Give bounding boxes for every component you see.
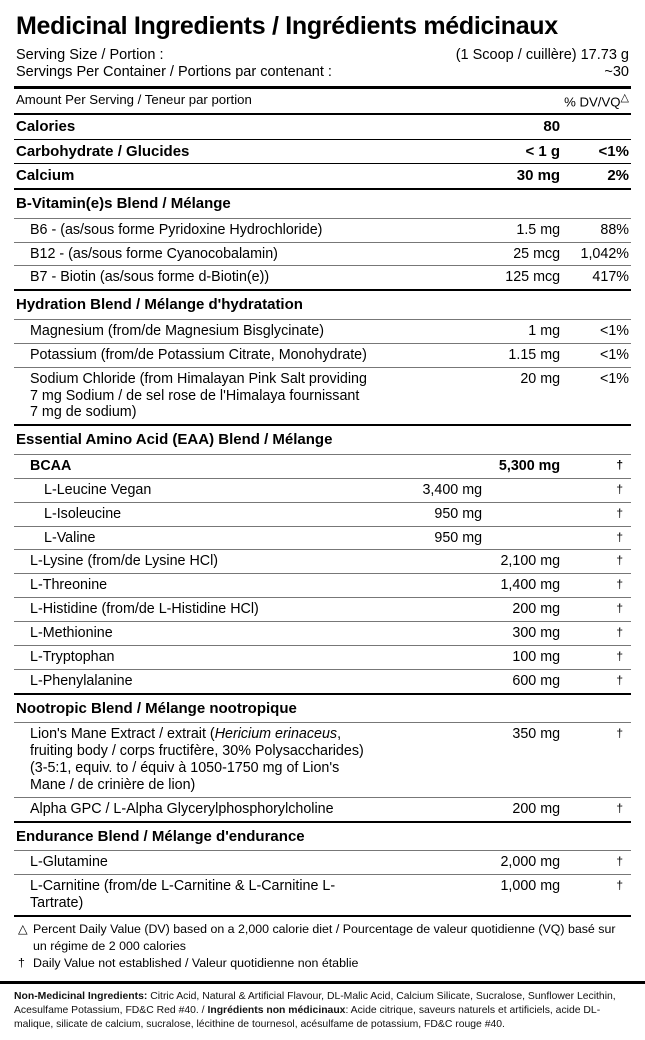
row-dv [562,114,631,139]
row-name: L-Leucine Vegan [14,478,372,502]
row-name: Essential Amino Acid (EAA) Blend / Mélange [14,425,372,454]
table-row [14,114,631,139]
row-dv [562,290,631,319]
row-dv: † [562,526,631,550]
row-dv: † [562,502,631,526]
row-name: B-Vitamin(e)s Blend / Mélange [14,189,372,218]
row-name: L-Histidine (from/de L-Histidine HCl) [14,598,372,622]
blend-heading-row [14,425,631,454]
row-name: Calcium [14,164,372,189]
table-row [14,454,631,478]
row-name: L-Phenylalanine [14,669,372,693]
row-name: Carbohydrate / Glucides [14,139,372,164]
non-medicinal-ingredients [0,984,645,1040]
row-name: L-Tryptophan [14,645,372,669]
footnote-text: Percent Daily Value (DV) based on a 2,000 calorie diet / Pourcentage de valeur quotidienne (VQ) basé sur un régime de 2 000 calories [33,921,616,953]
row-amount: < 1 g [372,139,562,164]
table-row [14,319,631,343]
table-row [14,723,631,797]
row-dv: † [562,645,631,669]
table-row [14,621,631,645]
serving-size-value: (1 Scoop / cuillère) 17.73 g [455,47,629,63]
row-amount: 200 mg [372,598,562,622]
row-name: L-Carnitine (from/de L-Carnitine & L-Carnitine L-Tartrate) [14,875,372,915]
row-name: L-Lysine (from/de Lysine HCl) [14,550,372,574]
row-name: BCAA [14,454,372,478]
row-dv: 417% [562,266,631,290]
row-amount: 1.15 mg [372,343,562,367]
serving-size-row [14,47,631,64]
non-medicinal-label-fr: Ingrédients non médicinaux [207,1005,346,1017]
row-amount: 1,000 mg [372,875,562,915]
row-dv: <1% [562,367,631,425]
row-amount: 3,400 mg [372,478,562,502]
table-row [14,645,631,669]
table-row [14,574,631,598]
ingredients-table [14,89,631,915]
row-dv: † [562,875,631,915]
row-dv: <1% [562,139,631,164]
row-amount: 20 mg [372,367,562,425]
row-dv: † [562,797,631,821]
row-dv: 2% [562,164,631,189]
row-dv [562,425,631,454]
table-row [14,851,631,875]
row-name: B12 - (as/sous forme Cyanocobalamin) [14,242,372,266]
row-amount: 30 mg [372,164,562,189]
row-amount: 25 mcg [372,242,562,266]
row-name: L-Isoleucine [14,502,372,526]
row-amount: 80 [372,114,562,139]
non-medicinal-label-en: Non-Medicinal Ingredients: [14,991,148,1003]
row-name: Endurance Blend / Mélange d'endurance [14,822,372,851]
table-row [14,797,631,821]
row-dv: † [562,550,631,574]
header-spacer [372,89,562,114]
row-dv: <1% [562,343,631,367]
table-row [14,669,631,693]
row-amount: 1,400 mg [372,574,562,598]
row-dv: † [562,851,631,875]
dv-header [562,89,631,114]
serving-size-label: Serving Size / Portion : [16,47,164,63]
row-dv [562,822,631,851]
servings-per-container-value: ~30 [604,64,629,80]
row-dv: † [562,621,631,645]
table-row [14,550,631,574]
row-amount: 350 mg [372,723,562,797]
row-amount: 950 mg [372,502,562,526]
table-row [14,478,631,502]
blend-heading-row [14,290,631,319]
table-header-row [14,89,631,114]
row-name: B7 - Biotin (as/sous forme d-Biotin(e)) [14,266,372,290]
row-dv: † [562,723,631,797]
table-row [14,343,631,367]
row-name: Sodium Chloride (from Himalayan Pink Salt providing 7 mg Sodium / de sel rose de l'Himalaya fournissant 7 mg de sodium) [14,367,372,425]
row-dv: 88% [562,218,631,242]
servings-per-container-label: Servings Per Container / Portions par contenant : [16,64,332,80]
row-amount: 1 mg [372,319,562,343]
row-amount: 600 mg [372,669,562,693]
footnote-row [18,955,629,973]
footnote-symbol: † [18,956,25,971]
row-amount [372,189,562,218]
table-row [14,242,631,266]
row-name: Calories [14,114,372,139]
row-amount: 100 mg [372,645,562,669]
blend-heading-row [14,822,631,851]
table-row [14,367,631,425]
non-medicinal-text-en: Citric Acid, Natural & Artificial Flavour, DL-Malic Acid, Calcium Silicate, Sucralose, Sunflower Lecithin, Acesulfame Potassium, FD&C Red #40. / [14,991,616,1017]
dv-header-text: % DV/VQ [564,94,621,110]
row-amount [372,822,562,851]
blend-heading-row [14,694,631,723]
row-amount: 950 mg [372,526,562,550]
row-amount: 2,000 mg [372,851,562,875]
row-amount [372,290,562,319]
row-dv: † [562,478,631,502]
row-amount: 300 mg [372,621,562,645]
row-dv [562,694,631,723]
row-dv: † [562,598,631,622]
row-dv: † [562,454,631,478]
page-title: Medicinal Ingredients / Ingrédients médicinaux [16,12,558,40]
row-dv [562,189,631,218]
row-name: L-Glutamine [14,851,372,875]
amount-per-serving-header: Amount Per Serving / Teneur par portion [16,92,252,107]
row-dv: † [562,669,631,693]
footnote-symbol: △ [18,921,28,936]
blend-heading-row [14,189,631,218]
row-name: L-Methionine [14,621,372,645]
non-medicinal-text-fr: : Acide citrique, saveurs naturels et artificiels, acide DL-malique, silicate de calcium, sucralose, lécithine de tournesol, acésulfame de potassium, FD&C rouge #40. [14,1005,601,1031]
row-amount: 125 mcg [372,266,562,290]
row-dv: <1% [562,319,631,343]
row-amount [372,694,562,723]
row-name: L-Threonine [14,574,372,598]
row-name: Alpha GPC / L-Alpha Glycerylphosphorylcholine [14,797,372,821]
row-name: Hydration Blend / Mélange d'hydratation [14,290,372,319]
table-row [14,598,631,622]
table-row [14,502,631,526]
footnote-text: Daily Value not established / Valeur quotidienne non établie [33,956,359,971]
row-name: Nootropic Blend / Mélange nootropique [14,694,372,723]
table-row [14,218,631,242]
row-name: Magnesium (from/de Magnesium Bisglycinate) [14,319,372,343]
row-amount: 200 mg [372,797,562,821]
table-row [14,139,631,164]
row-name: Lion's Mane Extract / extrait (Hericium erinaceus, fruiting body / corps fructifère, 30% Polysaccharides) (3-5:1, equiv. to / équiv à 1050-1750 mg of Lion's Mane / de crinière de lion) [14,723,372,797]
row-amount [372,425,562,454]
dv-header-symbol: △ [620,92,629,104]
row-name: Potassium (from/de Potassium Citrate, Monohydrate) [14,343,372,367]
servings-per-container-row [14,64,631,81]
row-amount: 2,100 mg [372,550,562,574]
row-dv: 1,042% [562,242,631,266]
row-amount: 5,300 mg [372,454,562,478]
row-name: L-Valine [14,526,372,550]
table-row [14,526,631,550]
row-name: B6 - (as/sous forme Pyridoxine Hydrochloride) [14,218,372,242]
footnote-row [18,921,629,955]
row-amount: 1.5 mg [372,218,562,242]
table-row [14,266,631,290]
footnotes [14,917,631,975]
table-row [14,875,631,915]
row-dv: † [562,574,631,598]
table-row [14,164,631,189]
